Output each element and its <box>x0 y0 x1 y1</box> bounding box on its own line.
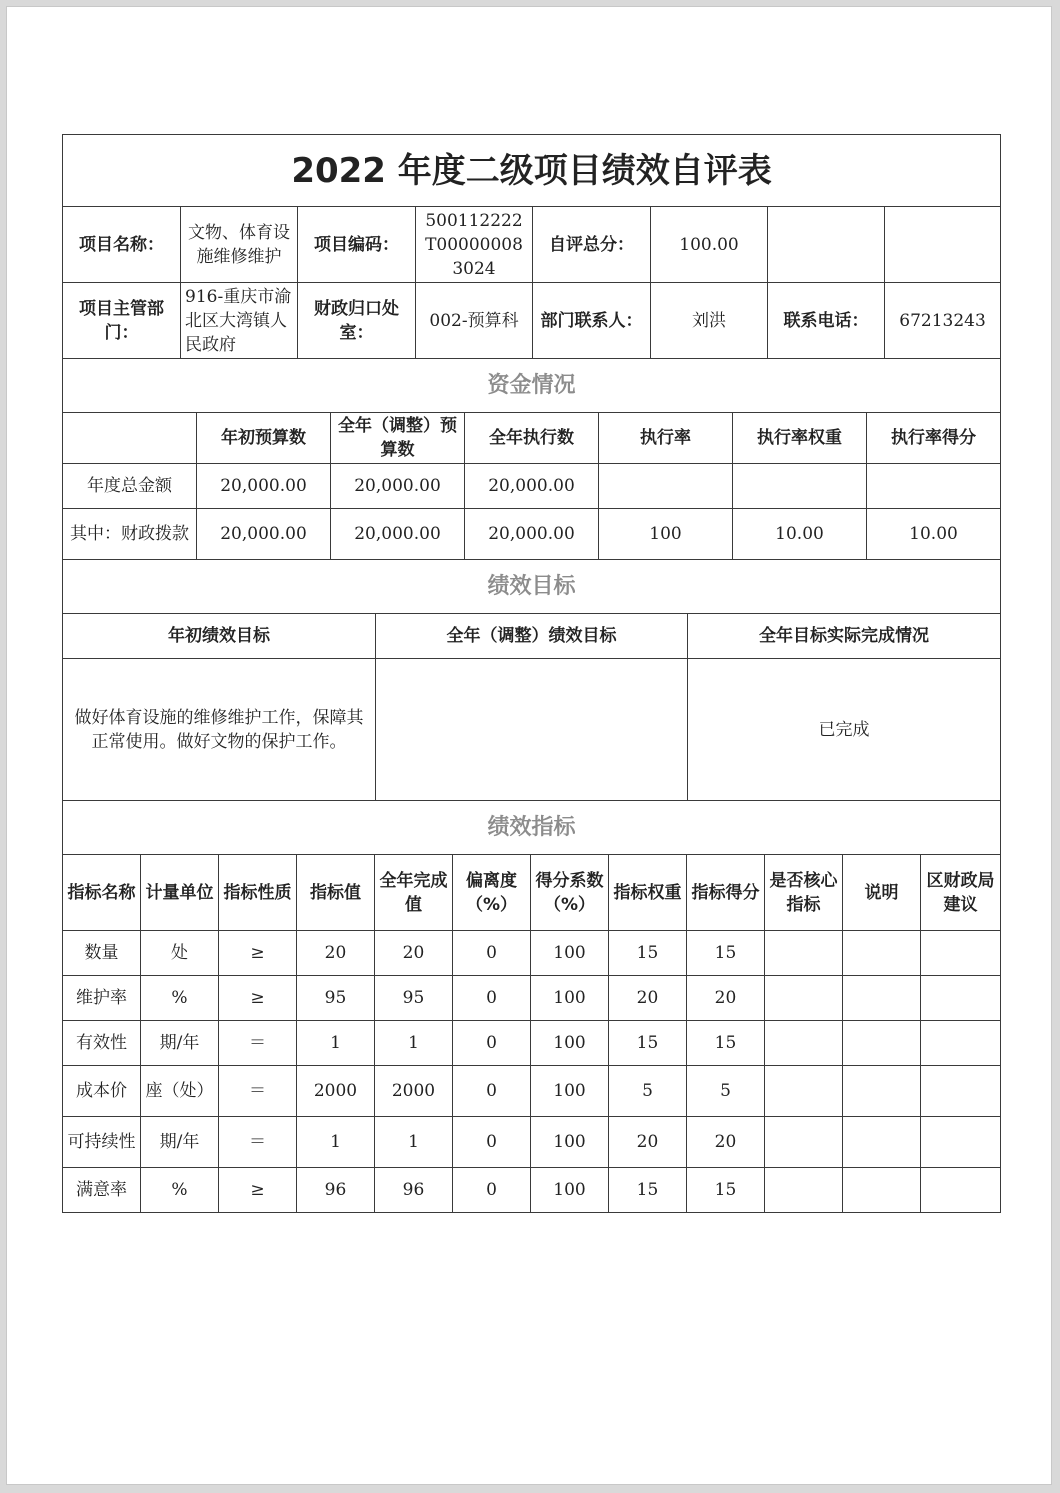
table-row <box>63 931 1001 976</box>
table-row <box>63 976 1001 1021</box>
goals-table <box>62 559 1001 801</box>
indicator-cell: ≥ <box>219 931 297 976</box>
indicator-cell: 100 <box>531 1021 609 1066</box>
funds-cell: 10.00 <box>867 509 1001 560</box>
indicator-cell <box>765 1021 843 1066</box>
funds-cell: 20,000.00 <box>465 464 599 509</box>
indicator-cell: ≥ <box>219 1168 297 1213</box>
indicator-cell <box>765 1168 843 1213</box>
indicator-header: 指标性质 <box>219 855 297 931</box>
finance-office-label: 财政归口处室： <box>298 283 416 359</box>
dept-label: 项目主管部门： <box>63 283 181 359</box>
indicator-cell: 1 <box>297 1117 375 1168</box>
table-row <box>63 1117 1001 1168</box>
indicator-cell: 数量 <box>63 931 141 976</box>
indicator-header: 说明 <box>843 855 921 931</box>
funds-cell <box>733 464 867 509</box>
indicator-header: 指标得分 <box>687 855 765 931</box>
indicator-header: 是否核心指标 <box>765 855 843 931</box>
funds-cell: 100 <box>599 509 733 560</box>
indicator-cell <box>765 931 843 976</box>
indicator-cell: 0 <box>453 1117 531 1168</box>
empty-cell <box>885 207 1001 283</box>
funds-cell: 20,000.00 <box>331 464 465 509</box>
contact-value: 刘洪 <box>651 283 768 359</box>
indicator-cell: ≥ <box>219 976 297 1021</box>
indicator-cell <box>843 1168 921 1213</box>
indicator-header: 得分系数（%） <box>531 855 609 931</box>
funds-section-title: 资金情况 <box>63 359 1001 413</box>
indicator-cell: 15 <box>687 1168 765 1213</box>
funds-header <box>63 413 197 464</box>
indicator-cell: 20 <box>375 931 453 976</box>
indicator-header: 计量单位 <box>141 855 219 931</box>
indicator-cell: 满意率 <box>63 1168 141 1213</box>
funds-cell <box>599 464 733 509</box>
indicators-table <box>62 800 1001 1213</box>
indicator-cell <box>921 1117 1001 1168</box>
indicator-cell: 可持续性 <box>63 1117 141 1168</box>
contact-label: 部门联系人： <box>533 283 651 359</box>
indicator-cell <box>843 1117 921 1168</box>
indicator-cell: 20 <box>609 1117 687 1168</box>
indicator-cell <box>921 976 1001 1021</box>
indicator-cell: 5 <box>609 1066 687 1117</box>
indicator-cell <box>843 931 921 976</box>
indicator-cell: 0 <box>453 1168 531 1213</box>
finance-office-value: 002-预算科 <box>416 283 533 359</box>
indicator-cell: 维护率 <box>63 976 141 1021</box>
goals-header: 年初绩效目标 <box>63 614 376 659</box>
indicator-cell: 2000 <box>297 1066 375 1117</box>
indicator-cell: 15 <box>687 1021 765 1066</box>
funds-header: 执行率权重 <box>733 413 867 464</box>
project-code-value: 500112222T000000083024 <box>416 207 533 283</box>
adjusted-goal-text <box>376 659 688 801</box>
indicator-cell: 100 <box>531 1117 609 1168</box>
indicator-cell <box>921 1021 1001 1066</box>
table-row <box>63 1168 1001 1213</box>
indicator-header: 指标权重 <box>609 855 687 931</box>
indicator-cell: 期/年 <box>141 1117 219 1168</box>
project-name-value: 文物、体育设施维修维护 <box>181 207 298 283</box>
goals-header: 全年目标实际完成情况 <box>688 614 1001 659</box>
indicator-cell <box>765 1066 843 1117</box>
funds-header: 全年执行数 <box>465 413 599 464</box>
indicator-cell: 96 <box>375 1168 453 1213</box>
header-table <box>62 134 1001 359</box>
funds-cell <box>867 464 1001 509</box>
indicator-cell <box>921 1168 1001 1213</box>
indicator-cell <box>921 931 1001 976</box>
indicator-cell: 1 <box>375 1117 453 1168</box>
indicator-cell: 5 <box>687 1066 765 1117</box>
total-score-label: 自评总分： <box>533 207 651 283</box>
evaluation-form <box>62 134 1000 1213</box>
indicator-cell: ＝ <box>219 1117 297 1168</box>
page-title: 2022 年度二级项目绩效自评表 <box>63 135 1001 207</box>
indicator-header: 偏离度（%） <box>453 855 531 931</box>
indicator-cell: 期/年 <box>141 1021 219 1066</box>
indicator-cell: 成本价 <box>63 1066 141 1117</box>
indicator-cell: 96 <box>297 1168 375 1213</box>
indicator-cell: 100 <box>531 1066 609 1117</box>
indicator-cell <box>765 976 843 1021</box>
indicator-header: 区财政局建议 <box>921 855 1001 931</box>
goals-header: 全年（调整）绩效目标 <box>376 614 688 659</box>
funds-cell: 20,000.00 <box>465 509 599 560</box>
indicators-section-title: 绩效指标 <box>63 801 1001 855</box>
indicator-cell: 0 <box>453 976 531 1021</box>
indicator-cell: 20 <box>609 976 687 1021</box>
indicator-cell: 15 <box>609 1021 687 1066</box>
indicator-cell: ＝ <box>219 1021 297 1066</box>
indicator-cell: 处 <box>141 931 219 976</box>
indicator-cell: 有效性 <box>63 1021 141 1066</box>
project-code-label: 项目编码： <box>298 207 416 283</box>
funds-cell: 20,000.00 <box>197 464 331 509</box>
funds-header: 执行率 <box>599 413 733 464</box>
indicator-cell: 15 <box>687 931 765 976</box>
table-row <box>63 1021 1001 1066</box>
funds-cell: 年度总金额 <box>63 464 197 509</box>
indicator-cell: 0 <box>453 931 531 976</box>
total-score-value: 100.00 <box>651 207 768 283</box>
indicator-header: 指标名称 <box>63 855 141 931</box>
indicator-cell: ＝ <box>219 1066 297 1117</box>
indicator-cell: 15 <box>609 1168 687 1213</box>
indicator-cell: 0 <box>453 1021 531 1066</box>
indicator-cell: 100 <box>531 931 609 976</box>
indicator-cell: 2000 <box>375 1066 453 1117</box>
phone-label: 联系电话： <box>768 283 885 359</box>
indicator-cell: % <box>141 976 219 1021</box>
indicator-cell <box>843 1066 921 1117</box>
indicator-cell <box>843 976 921 1021</box>
indicator-cell: % <box>141 1168 219 1213</box>
funds-cell: 20,000.00 <box>197 509 331 560</box>
funds-cell: 其中：财政拨款 <box>63 509 197 560</box>
indicator-cell: 20 <box>297 931 375 976</box>
project-name-label: 项目名称： <box>63 207 181 283</box>
indicator-cell: 座（处） <box>141 1066 219 1117</box>
funds-header: 年初预算数 <box>197 413 331 464</box>
initial-goal-text: 做好体育设施的维修维护工作，保障其正常使用。做好文物的保护工作。 <box>63 659 376 801</box>
table-row <box>63 1066 1001 1117</box>
empty-cell <box>768 207 885 283</box>
indicator-cell <box>765 1117 843 1168</box>
actual-completion-text: 已完成 <box>688 659 1001 801</box>
phone-value: 67213243 <box>885 283 1001 359</box>
funds-header: 全年（调整）预算数 <box>331 413 465 464</box>
indicator-cell: 0 <box>453 1066 531 1117</box>
indicator-cell: 100 <box>531 1168 609 1213</box>
indicator-header: 指标值 <box>297 855 375 931</box>
indicator-cell: 100 <box>531 976 609 1021</box>
indicator-cell: 95 <box>375 976 453 1021</box>
document-page <box>6 6 1052 1485</box>
funds-header: 执行率得分 <box>867 413 1001 464</box>
dept-value: 916-重庆市渝北区大湾镇人民政府 <box>181 283 298 359</box>
goals-section-title: 绩效目标 <box>63 560 1001 614</box>
indicator-cell: 20 <box>687 976 765 1021</box>
indicator-cell: 15 <box>609 931 687 976</box>
indicator-cell <box>843 1021 921 1066</box>
funds-cell: 10.00 <box>733 509 867 560</box>
indicator-header: 全年完成值 <box>375 855 453 931</box>
funds-cell: 20,000.00 <box>331 509 465 560</box>
indicator-cell: 95 <box>297 976 375 1021</box>
indicator-cell <box>921 1066 1001 1117</box>
indicator-cell: 1 <box>297 1021 375 1066</box>
funds-table <box>62 358 1001 560</box>
indicator-cell: 20 <box>687 1117 765 1168</box>
indicator-cell: 1 <box>375 1021 453 1066</box>
